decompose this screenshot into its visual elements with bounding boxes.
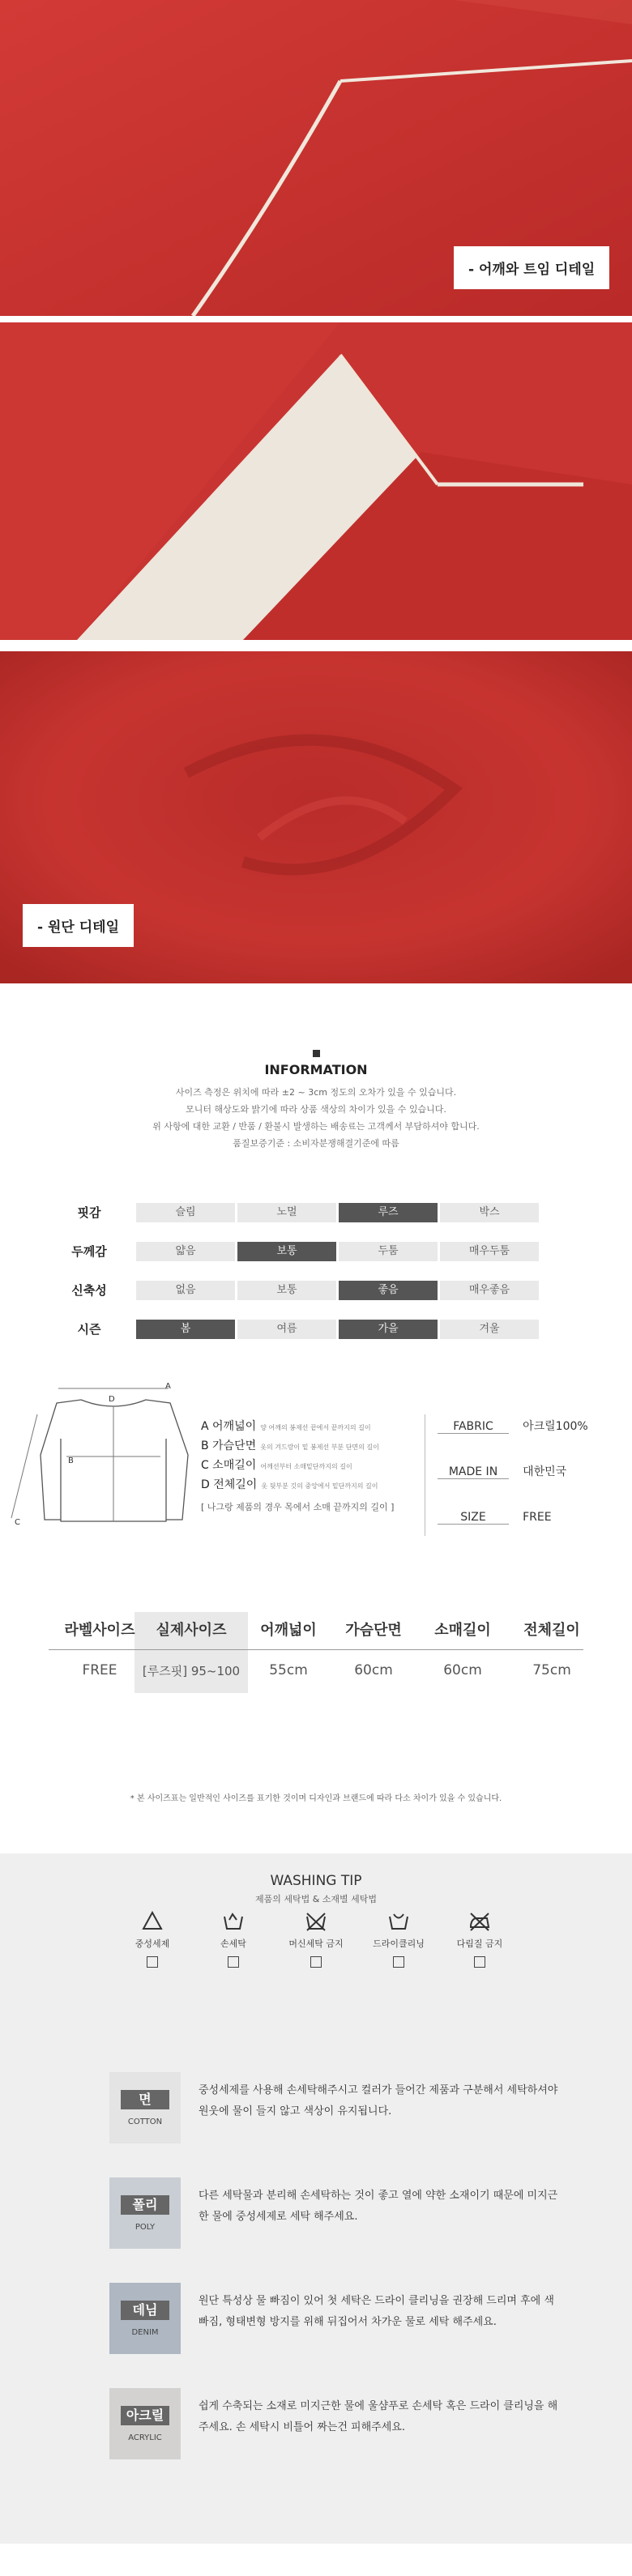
attr-option: 겨울 [440,1320,539,1339]
attr-row-fit [49,1201,535,1225]
washing-icon-item [120,1910,185,1968]
attr-option-selected: 보통 [237,1242,336,1261]
info-note: 사이즈 측정은 위치에 따라 ±2 ~ 3cm 정도의 오차가 있을 수 있습니다. [175,1087,457,1098]
measure-note: [ 나그랑 제품의 경우 목에서 소매 끝까지의 길이 ] [201,1502,395,1512]
attr-option: 슬림 [136,1203,235,1222]
cotton-swatch [109,2072,181,2143]
attr-label: 시즌 [77,1322,101,1337]
info-note: 위 사항에 대한 교환 / 반품 / 환불시 발생하는 배송료는 고객께서 부담하셔야 합니다. [152,1121,480,1132]
size-table [0,1612,632,1701]
attr-option: 박스 [440,1203,539,1222]
size-header: 실제사이즈 [156,1622,227,1639]
attr-option: 노멀 [237,1203,336,1222]
madein-value: 대한민국 [523,1465,567,1478]
information-section [0,1050,632,1152]
attr-option-selected: 가을 [339,1320,438,1339]
attr-row-stretch [49,1278,535,1303]
attr-option: 매우두툼 [440,1242,539,1261]
washing-icon-item [201,1910,266,1968]
attr-row-season [49,1317,535,1341]
info-marker [313,1050,320,1057]
measure-list [201,1418,428,1513]
measure-desc: 옷 뒷부분 깃의 중앙에서 밑단까지의 길이 [261,1482,378,1490]
washing-icon-label: 드라이클리닝 [373,1938,425,1949]
attr-option: 두툼 [339,1242,438,1261]
measure-key: C 소매길이 [201,1459,257,1472]
no-machine-wash-icon [305,1910,327,1931]
size-header: 어깨넓이 [260,1622,317,1639]
size-cell: 60cm [443,1662,482,1678]
washing-icon-label: 머신세탁 금지 [288,1938,344,1949]
neutral-detergent-icon [142,1910,163,1931]
measure-desc: 어깨선부터 소매밑단까지의 길이 [260,1463,352,1470]
acrylic-swatch [109,2388,181,2459]
measure-key: D 전체길이 [201,1478,258,1491]
size-cell: FREE [82,1662,117,1678]
attr-label: 두께감 [71,1244,107,1259]
checkbox-icon [147,1956,158,1968]
material-text: 쉽게 수축되는 소재로 미지근한 물에 울샴푸로 손세탁 혹은 드라이 클리닝을 해주세요. 손 세탁시 비틀어 짜는건 피해주세요. [199,2400,558,2433]
size-label: SIZE [438,1511,509,1525]
size-header: 라벨사이즈 [64,1622,135,1639]
attr-option: 없음 [136,1281,235,1300]
denim-swatch [109,2283,181,2354]
attr-option-selected: 좋음 [339,1281,438,1300]
info-note: 품질보증기준 : 소비자분쟁해결기준에 따름 [233,1138,399,1149]
washing-icon-item [447,1910,512,1968]
size-header: 가슴단면 [345,1622,402,1639]
attr-option: 매우좋음 [440,1281,539,1300]
washing-icon-label: 다림질 금지 [456,1938,503,1949]
attr-label: 신축성 [71,1283,107,1298]
material-text: 다른 세탁물과 분리해 손세탁하는 것이 좋고 열에 약한 소재이기 때문에 미지근한 물에 중성세제로 세탁 해주세요. [199,2190,558,2223]
fabric-photo-shoulder [0,0,632,316]
spec-panel [438,1418,629,1554]
diagram-letter: A [165,1382,171,1391]
size-cell: [루즈핏] 95~100 [142,1664,241,1678]
attr-row-thickness [49,1239,535,1264]
measure-desc: 옷의 겨드랑이 밑 봉제선 부분 단면의 길이 [260,1444,379,1451]
measure-key: A 어깨넓이 [201,1420,257,1433]
fabric-value: 아크릴100% [523,1420,588,1433]
washing-title: WASHING TIP [270,1873,362,1889]
size-note: * 본 사이즈표는 일반적인 사이즈를 표기한 것이며 디자인과 브랜드에 따라 다소 차이가 있을 수 있습니다. [130,1794,502,1803]
attr-option: 얇음 [136,1242,235,1261]
attr-option: 보통 [237,1281,336,1300]
slit-photo-image [0,322,632,640]
checkbox-icon [474,1956,485,1968]
washing-subtitle: 제품의 세탁법 & 소재별 세탁법 [254,1894,378,1904]
diagram-letter: B [68,1456,74,1465]
hand-wash-icon [222,1910,245,1931]
fabric-photo-slit [0,322,632,640]
material-text: 중성세제를 사용해 손세탁해주시고 컬러가 들어간 제품과 구분해서 세탁하셔야 원웃에 물이 들지 않고 색상이 유지됩니다. [199,2084,558,2118]
material-badge: 데님 [121,2301,169,2320]
measure-key: B 가슴단면 [201,1439,257,1452]
measure-desc: 양 어깨의 봉제선 끝에서 끝까지의 길이 [260,1424,371,1431]
measure-section [0,1382,632,1536]
attr-option-selected: 루즈 [339,1203,438,1222]
info-title: INFORMATION [264,1062,368,1077]
size-table-rule [49,1649,583,1650]
attr-label: 핏감 [77,1205,101,1220]
attr-option-selected: 봄 [136,1320,235,1339]
madein-label: MADE IN [438,1465,509,1479]
size-cell: 55cm [269,1662,308,1678]
dry-clean-icon [387,1910,410,1931]
fabric-photo-texture [0,651,632,983]
washing-icon-item [366,1910,431,1968]
checkbox-icon [393,1956,404,1968]
material-text: 원단 특성상 물 빠짐이 있어 첫 세탁은 드라이 클리닝을 권장해 드리며 후에 색빠짐, 형태변형 방지를 위해 뒤집어서 차가운 물로 세탁 해주세요. [199,2295,554,2328]
washing-icon-label: 중성세제 [135,1938,170,1949]
shoulder-detail-tag: - 어깨와 트임 디테일 [454,246,609,289]
fabric-detail-tag: - 원단 디테일 [23,904,134,947]
material-en: POLY [135,2223,156,2232]
size-cell: 75cm [532,1662,571,1678]
poly-swatch [109,2177,181,2249]
washing-icon-item [284,1910,348,1968]
material-badge: 폴리 [121,2195,169,2215]
checkbox-icon [228,1956,239,1968]
attr-option: 여름 [237,1320,336,1339]
material-en: ACRYLIC [128,2433,162,2442]
checkbox-icon [310,1956,322,1968]
material-badge: 아크릴 [121,2406,169,2425]
diagram-letter: D [109,1395,115,1404]
material-en: COTTON [127,2118,163,2126]
material-badge: 면 [121,2090,169,2109]
diagram-letter: C [15,1518,20,1527]
info-note: 모니터 해상도와 밝기에 따라 상품 색상의 차이가 있을 수 있습니다. [186,1104,446,1115]
no-iron-icon [468,1910,492,1931]
sweater-diagram [0,1382,194,1536]
material-en: DENIM [131,2328,159,2337]
size-header: 소매길이 [434,1622,491,1639]
size-header: 전체길이 [523,1622,580,1639]
size-value: FREE [523,1511,552,1524]
washing-icon-label: 손세탁 [220,1938,246,1949]
washing-section [0,1853,632,2544]
fabric-label: FABRIC [438,1420,509,1434]
size-cell: 60cm [354,1662,393,1678]
